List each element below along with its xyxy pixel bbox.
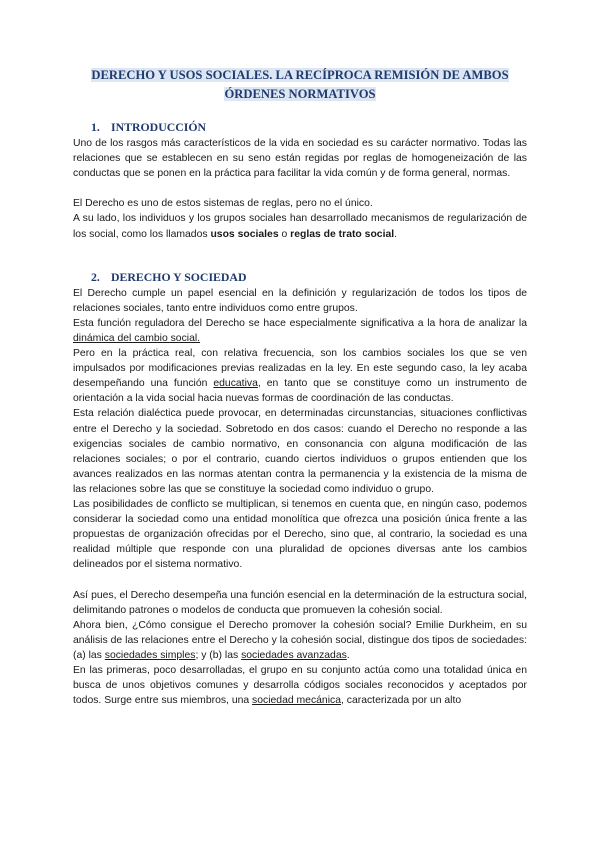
bold-term: reglas de trato social [290, 228, 395, 240]
section-number: 2. [91, 269, 100, 284]
document-body [73, 66, 527, 708]
underlined-term: sociedad mecánica [252, 695, 341, 707]
paragraph: Uno de los rasgos más característicos de la vida en sociedad es su carácter normativo. Todas las relaciones que se establecen en su seno están regidas por reglas de homogeneización de las conductas que se ponen en la práctica para facilitar la vida común y de forma general, normas. [73, 138, 527, 180]
paragraph: Así pues, el Derecho desempeña una función esencial en la determinación de la estructura social, delimitando patrones o modelos de conducta que promueven la cohesión social. [73, 589, 527, 616]
section-number: 1. [91, 120, 100, 134]
paragraph: Esta función reguladora del Derecho se hace especialmente significativa a la hora de analizar la dinámica del cambio social. [73, 317, 527, 344]
underlined-term: educativa [213, 378, 258, 390]
title-line-2: ÓRDENES NORMATIVOS [224, 86, 376, 101]
paragraph: El Derecho es uno de estos sistemas de reglas, pero no el único. [73, 198, 373, 210]
underlined-term: dinámica del cambio social. [73, 332, 201, 344]
paragraph: En las primeras, poco desarrolladas, el grupo en su conjunto actúa como una totalidad única en busca de unos objetivos comunes y desarrolla códigos sociales reconocidos y aceptados por todos. Surge entre sus miembros, una sociedad mecánica, caracterizada por un alto [73, 665, 527, 707]
paragraph: Esta relación dialéctica puede provocar, en determinadas circunstancias, situaciones conflictivas entre el Derecho y la sociedad. Sobretodo en dos casos: cuando el Derecho no responde a las exigencias sociales de cambio normativo, en consonancia con alguna modificación de las relaciones sociales; o por el contrario, cuando ciertos individuos o grupos entienden que los avances realizados en las normas atentan contra la permanencia y la existencia de la misma de las relaciones sobre las que se constituye la sociedad como individuo o grupo. [73, 408, 527, 495]
section-heading-introduccion [91, 120, 527, 135]
paragraph: A su lado, los individuos y los grupos sociales han desarrollado mecanismos de regularización de los social, como los llamados usos sociales o reglas de trato social. [73, 213, 527, 240]
section-heading-derecho-y-sociedad [91, 270, 527, 285]
bold-term: usos sociales [210, 228, 279, 240]
section-title: DERECHO Y SOCIEDAD [111, 269, 247, 284]
underlined-term: sociedades avanzadas [241, 649, 347, 661]
section-title: INTRODUCCIÓN [111, 120, 207, 134]
paragraph: Las posibilidades de conflicto se multiplican, si tenemos en cuenta que, en ningún caso, podemos considerar la sociedad como una entidad monolítica que ofrezca una posición única frente a las propuestas de organización ofrecidas por el Derecho, sino que, al contrario, la sociedad es una realidad múltiple que responde con una pluralidad de opciones diversas ante los cambios delineados por el sistema normativo. [73, 498, 527, 571]
document-title [73, 66, 527, 103]
paragraph: Ahora bien, ¿Cómo consigue el Derecho promover la cohesión social? Emilie Durkheim, en su análisis de las relaciones entre el Derecho y la cohesión social, distingue dos tipos de sociedades: (a) las sociedades simples; y (b) las sociedades avanzadas. [73, 619, 527, 661]
paragraph: Pero en la práctica real, con relativa frecuencia, son los cambios sociales los que se ven impulsados por modificaciones previas realizadas en la ley. En este segundo caso, la ley acaba desempeñando una función educativa, en tanto que se constituye como un instrumento de orientación a la vida social hacia nuevas formas de coordinación de las conductas. [73, 348, 527, 405]
title-line-1: DERECHO Y USOS SOCIALES. LA RECÍPROCA REMISIÓN DE AMBOS [91, 68, 509, 82]
underlined-term: sociedades simples [104, 649, 196, 661]
paragraph: El Derecho cumple un papel esencial en la definición y regularización de todos los tipos de relaciones sociales, tanto entre individuos como entre grupos. [73, 287, 527, 314]
